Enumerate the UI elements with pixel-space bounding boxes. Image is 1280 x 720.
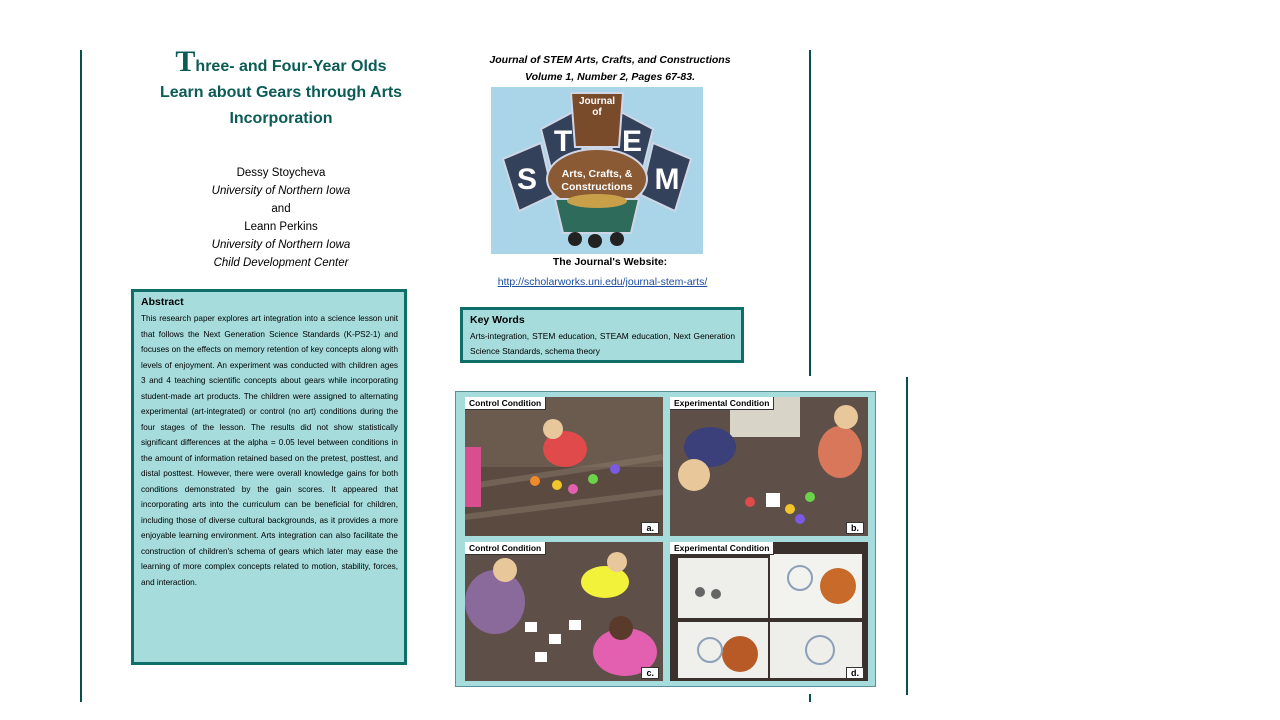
author-affiliation: University of Northern Iowa	[211, 239, 351, 251]
photo-label: a.	[641, 522, 659, 534]
journal-url-link[interactable]: http://scholarworks.uni.edu/journal-stem-arts/	[497, 276, 708, 288]
author-affiliation: University of Northern Iowa	[211, 185, 351, 197]
abstract-heading: Abstract	[141, 296, 184, 308]
logo-of-text: of	[592, 107, 602, 118]
logo-line1: Arts, Crafts, &	[561, 168, 633, 180]
photo-panel-d	[670, 542, 868, 681]
right-border-line	[906, 377, 908, 695]
logo-wheel	[588, 234, 602, 248]
abstract-text: This research paper explores art integration into a science lesson unit that follows the Next Generation Science Standards (K-PS2-1) and focuses on the effects on memory retention of key concepts along with levels of enjoyment. An experiment was conducted with children ages 3 and 4 teaching scientific concepts about gears while incorporating student-made art products. The children were assigned to alternating experimental (art-integrated) or control (no art) conditions during the four stages of the lesson. The results did not show statistically significant differences at the alpha = 0.05 level between conditions in the amount of information retained based on the pretest, posttest, and distal posttest. However, there were overall knowledge gains for both conditions demonstrated by the gain scores. It appeared that incorporating arts into the curriculum can be beneficial for children, including those of diverse cultural backgrounds, as it provides a more enjoyable learning environment. Arts integration can also facilitate the construction of children's schema of gears which later may ease the learning of more complex concepts related to motion, stability, forces, and interaction.	[141, 314, 398, 587]
logo-cart-load	[567, 194, 627, 208]
logo-letter-e: E	[621, 125, 643, 158]
title-line3: Incorporation	[229, 110, 333, 127]
left-border-line	[80, 50, 82, 702]
logo-wheel	[610, 232, 624, 246]
keywords-box	[460, 307, 744, 363]
center-border-line	[809, 50, 811, 376]
abstract-box	[131, 289, 407, 665]
author-affiliation: Child Development Center	[213, 257, 349, 269]
paper-title	[140, 45, 422, 132]
title-dropcap: T	[175, 45, 196, 78]
photo-caption: Control Condition	[465, 397, 546, 410]
logo-letter-s: S	[516, 163, 538, 196]
title-line1: hree- and Four-Year Olds	[195, 58, 387, 75]
logo-journal-text: Journal	[578, 96, 616, 107]
photo-panel-a	[465, 397, 663, 536]
photo-label: d.	[846, 667, 864, 679]
photo-figure	[455, 391, 876, 687]
journal-name: Journal of STEM Arts, Crafts, and Constructions	[489, 54, 731, 66]
photo-caption: Experimental Condition	[670, 542, 774, 555]
author-separator: and	[271, 203, 291, 215]
logo-line2: Constructions	[561, 181, 633, 193]
keywords-text: Arts-integration, STEM education, STEAM education, Next Generation Science Standards, schema theory	[470, 331, 735, 356]
photo-label: c.	[641, 667, 659, 679]
website-label: The Journal's Website:	[552, 256, 668, 268]
authors-block	[140, 164, 422, 272]
logo-letter-m: M	[654, 163, 680, 196]
author-name: Dessy Stoycheva	[236, 167, 326, 179]
center-border-line-lower	[809, 694, 811, 702]
logo-letter-t: T	[553, 125, 573, 158]
stem-journal-logo	[491, 87, 703, 254]
keywords-heading: Key Words	[470, 314, 525, 326]
photo-panel-c	[465, 542, 663, 681]
journal-volume: Volume 1, Number 2, Pages 67-83.	[524, 71, 695, 83]
journal-info	[455, 52, 765, 86]
photo-caption: Control Condition	[465, 542, 546, 555]
photo-panel-b	[670, 397, 868, 536]
title-line2: Learn about Gears through Arts	[159, 84, 403, 101]
photo-caption: Experimental Condition	[670, 397, 774, 410]
logo-wheel	[568, 232, 582, 246]
photo-label: b.	[846, 522, 864, 534]
author-name: Leann Perkins	[244, 221, 318, 233]
